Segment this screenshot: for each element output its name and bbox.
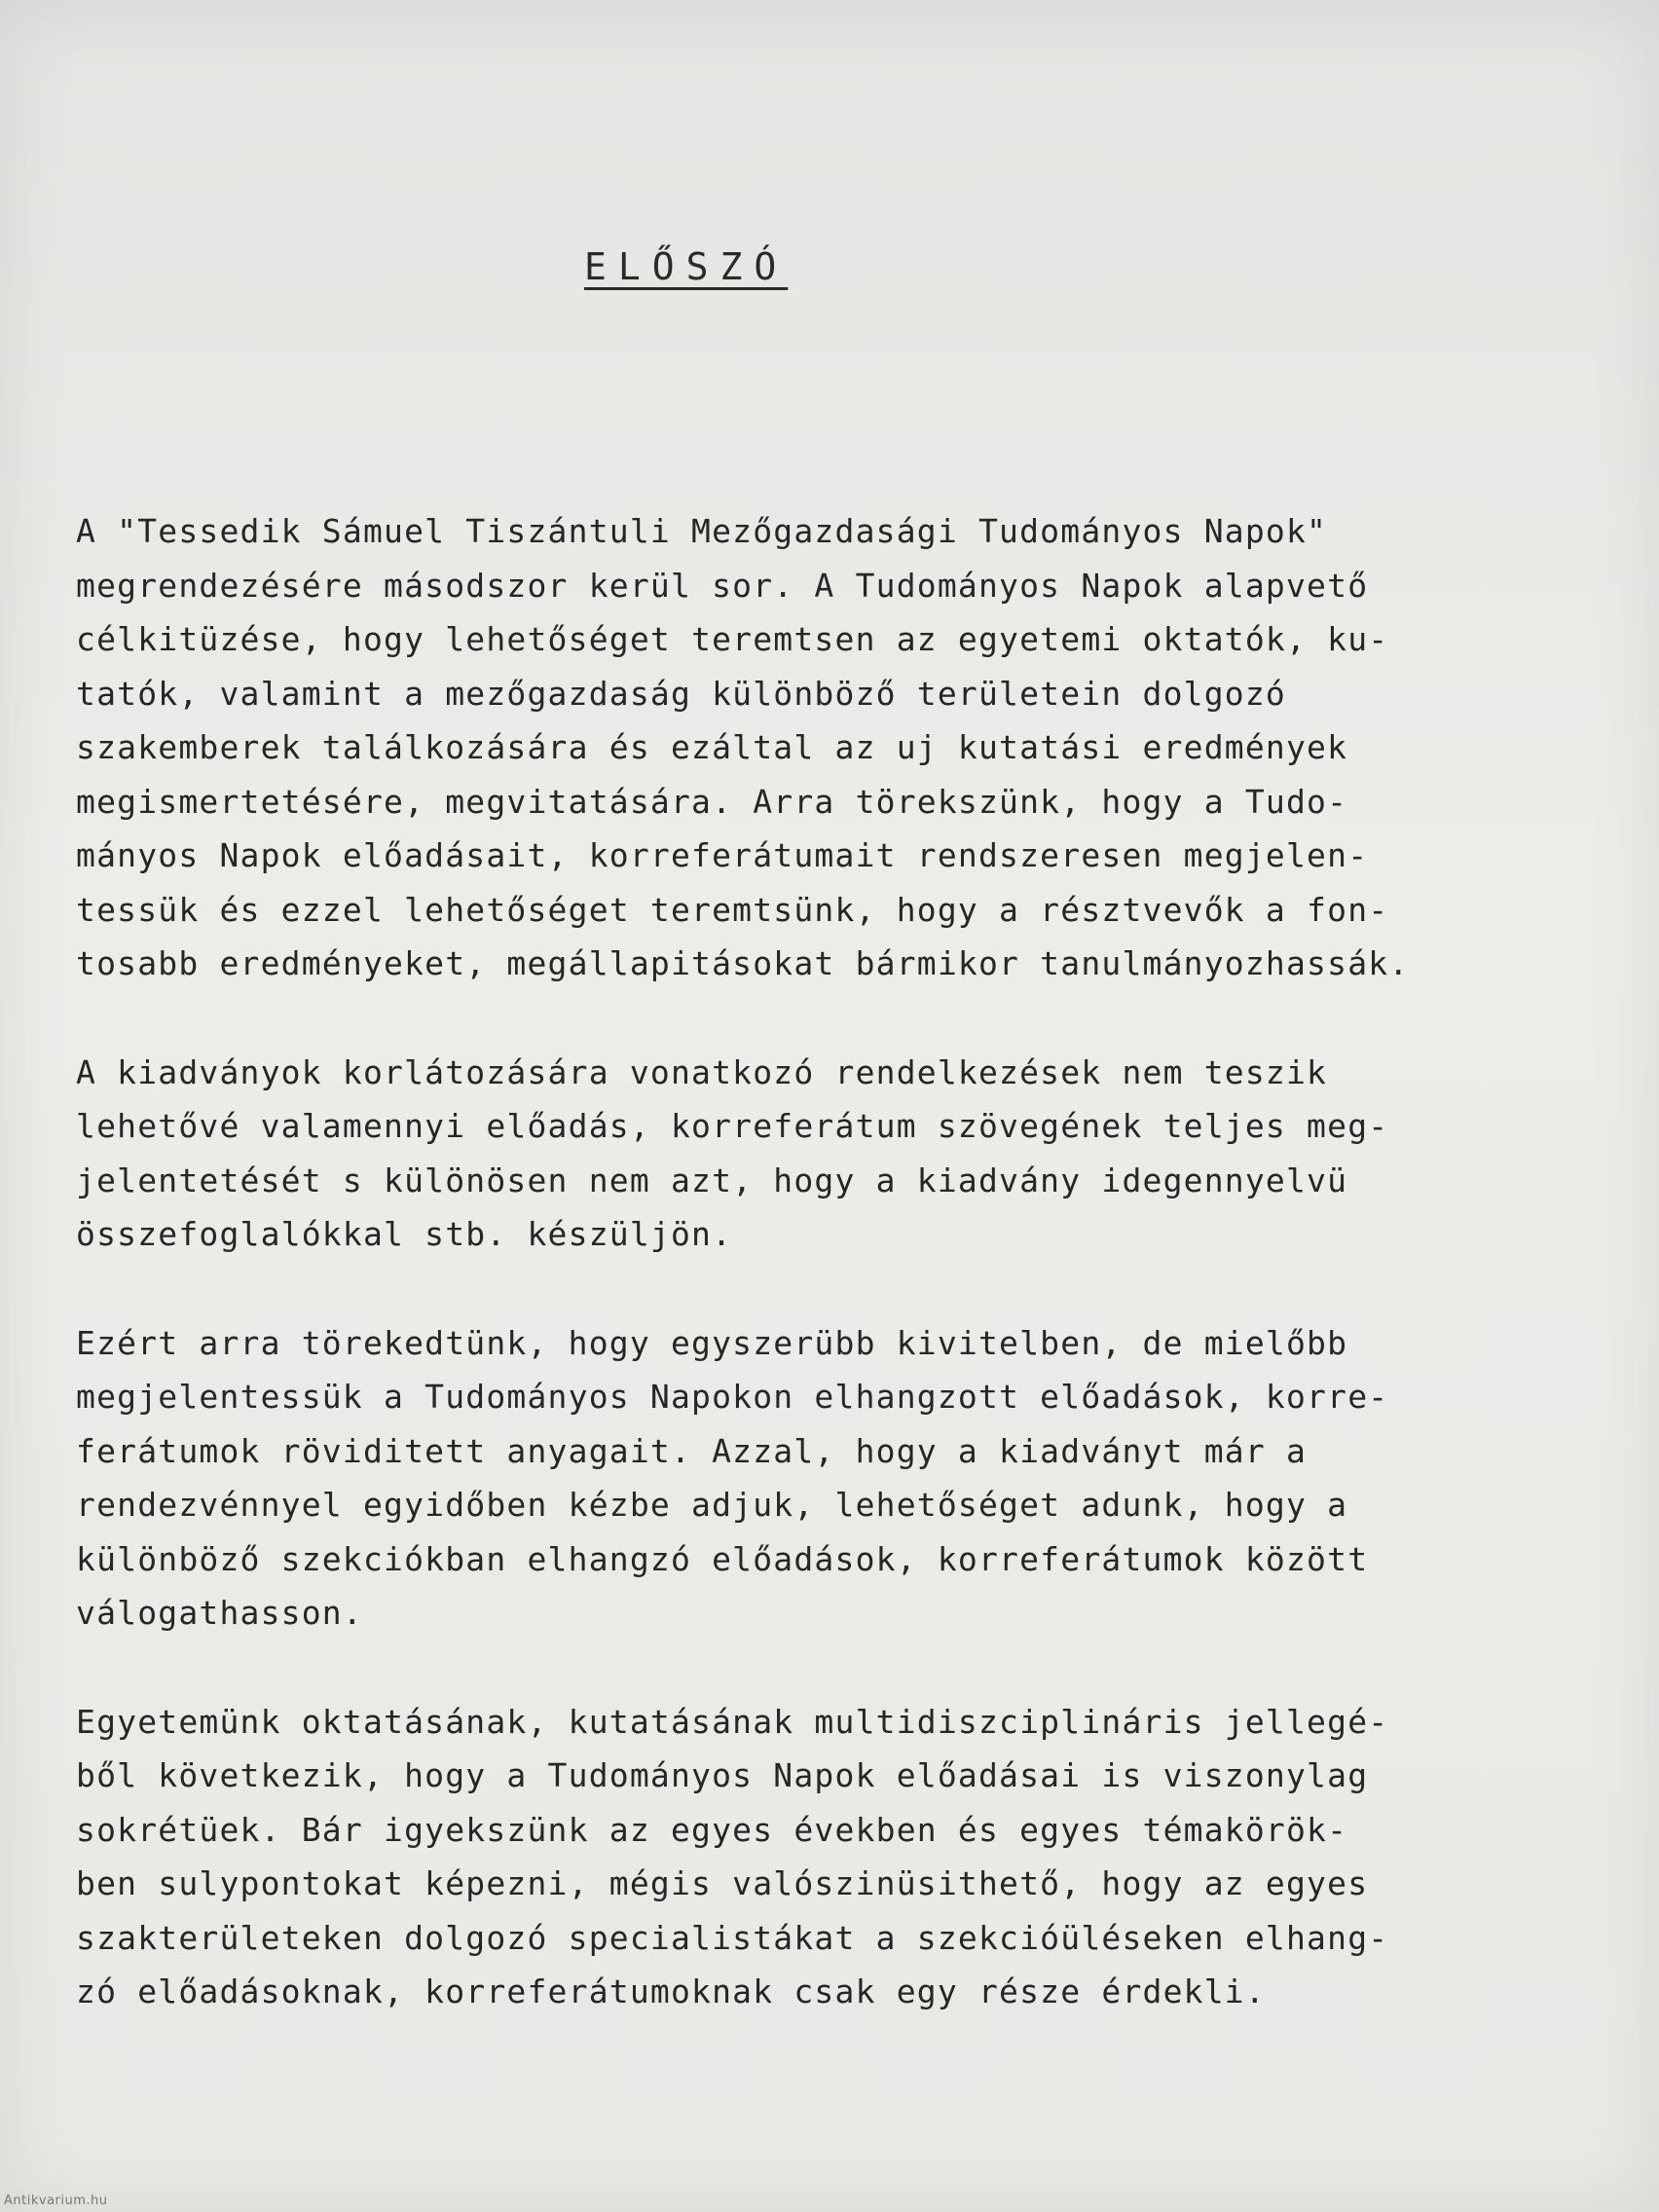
text-line: ből következik, hogy a Tudományos Napok előadásai is viszonylag — [76, 1756, 1369, 1794]
text-line: A "Tessedik Sámuel Tiszántuli Mezőgazdasági Tudományos Napok" — [76, 512, 1328, 550]
text-line: rendezvénnyel egyidőben kézbe adjuk, lehetőséget adunk, hogy a — [76, 1486, 1348, 1524]
text-line: különböző szekciókban elhangzó előadások, korreferátumok között — [76, 1539, 1369, 1578]
text-line: ben sulypontokat képezni, mégis valószinüsithető, hogy az egyes — [76, 1864, 1369, 1902]
text-line: sokrétüek. Bár igyekszünk az egyes években és egyes témakörök- — [76, 1810, 1348, 1849]
paragraph — [76, 1046, 1517, 1262]
text-line: célkitüzése, hogy lehetőséget teremtsen az egyetemi oktatók, ku- — [76, 620, 1389, 658]
page-title: ELŐSZÓ — [584, 245, 789, 288]
text-line: A kiadványok korlátozására vonatkozó rendelkezések nem teszik — [76, 1052, 1328, 1091]
text-line: tosabb eredményeket, megállapitásokat bármikor tanulmányozhassák. — [76, 944, 1410, 982]
paragraph — [76, 504, 1517, 991]
text-line: megjelentessük a Tudományos Napokon elhangzott előadások, korre- — [76, 1378, 1389, 1416]
text-line: tatók, valamint a mezőgazdaság különböző területein dolgozó — [76, 674, 1286, 713]
text-line: Ezért arra törekedtünk, hogy egyszerübb kivitelben, de mielőbb — [76, 1323, 1348, 1362]
document-body — [76, 504, 1517, 2074]
paragraph — [76, 1316, 1517, 1641]
text-line: összefoglalókkal stb. készüljön. — [76, 1215, 733, 1253]
text-line: megismertetésére, megvitatására. Arra törekszünk, hogy a Tudo- — [76, 782, 1348, 821]
text-line: zó előadásoknak, korreferátumoknak csak egy része érdekli. — [76, 1972, 1266, 2010]
text-line: tessük és ezzel lehetőséget teremtsünk, hogy a résztvevők a fon- — [76, 890, 1389, 929]
text-line: Egyetemünk oktatásának, kutatásának multidiszciplináris jellegé- — [76, 1702, 1389, 1741]
text-line: szakterületeken dolgozó specialistákat a szekcióüléseken elhang- — [76, 1918, 1389, 1957]
text-line: ferátumok röviditett anyagait. Azzal, hogy a kiadványt már a — [76, 1431, 1308, 1470]
paragraph — [76, 1695, 1517, 2019]
text-line: válogathasson. — [76, 1594, 363, 1632]
text-line: jelentetését s különösen nem azt, hogy a kiadvány idegennyelvü — [76, 1161, 1348, 1199]
text-line: lehetővé valamennyi előadás, korreferátum szövegének teljes meg- — [76, 1107, 1389, 1145]
watermark: Antikvarium.hu — [4, 2194, 108, 2208]
text-line: szakemberek találkozására és ezáltal az uj kutatási eredmények — [76, 728, 1348, 766]
text-line: mányos Napok előadásait, korreferátumait rendszeresen megjelen- — [76, 836, 1369, 874]
text-line: megrendezésére másodszor kerül sor. A Tudományos Napok alapvető — [76, 566, 1369, 605]
